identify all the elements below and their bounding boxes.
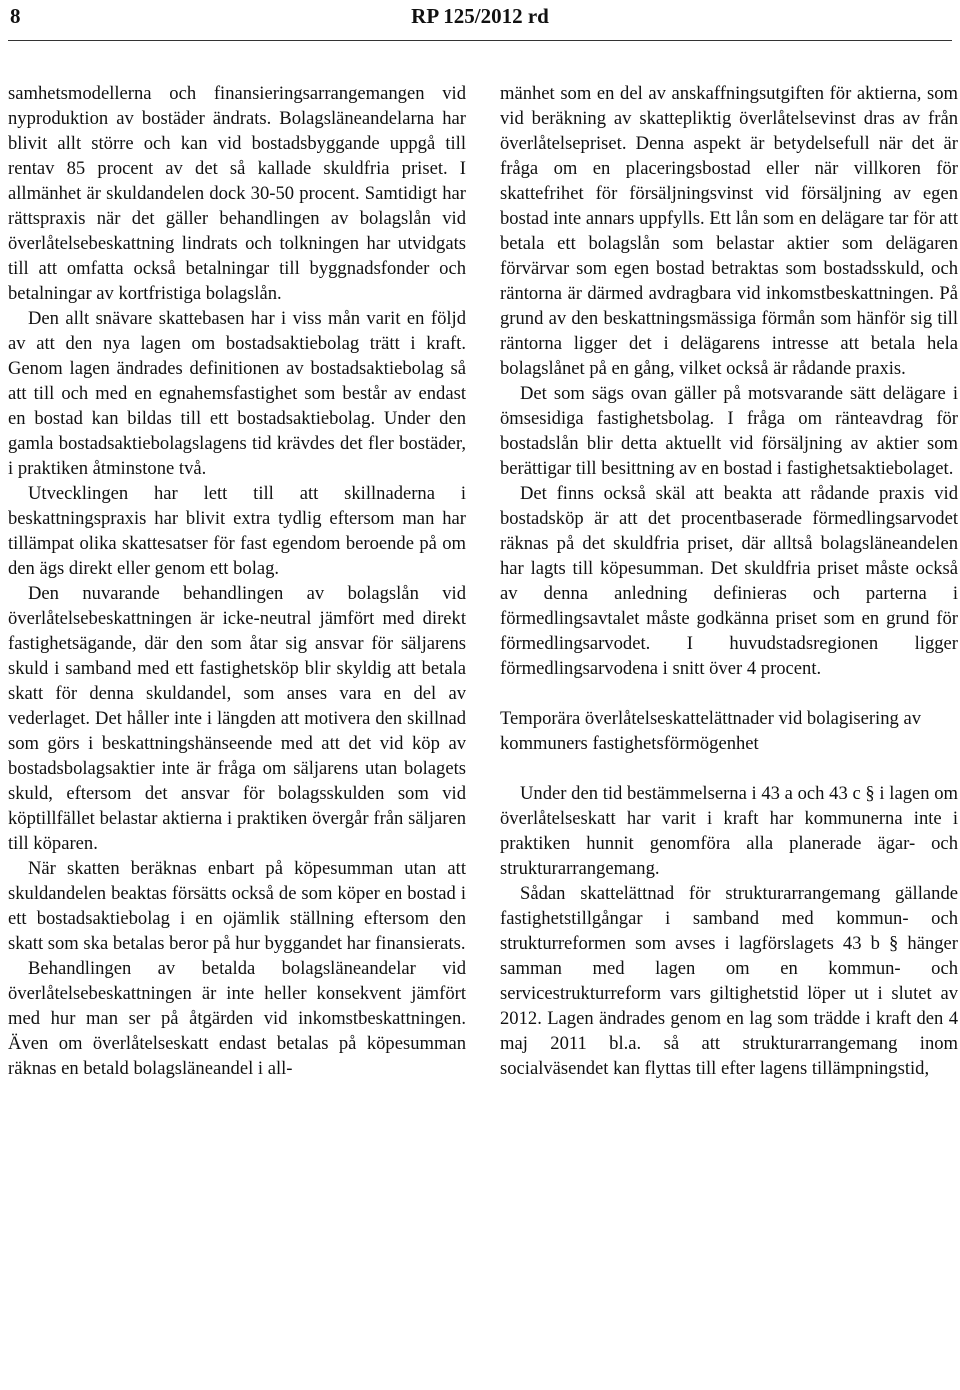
paragraph: Under den tid bestämmelserna i 43 a och 43 c § i lagen om överlåtelseskatt har varit i kraft har kommunerna inte i praktiken hunnit genomföra alla planerade ägar- och strukturarrangemang.	[500, 783, 958, 879]
paragraph: samhetsmodellerna och finansieringsarrangemangen vid nyproduktion av bostäder ändrats. Bolagsläneandelarna har blivit allt större och kan vid bostadsbyggande uppgå till rentav 85 procent av det så kallade skuldfria priset. I allmänhet är skuldandelen dock 30-50 procent. Samtidigt har rättspraxis när det gäller behandlingen av bolagslån vid överlåtelsebeskattning lindrats och tolkningen har utvidgats till att omfatta också betalningar till byggnadsfonder och betalningar av kortfristiga bolagslån.	[8, 83, 466, 304]
paragraph: mänhet som en del av anskaffningsutgiften för aktierna, som vid beräkning av skattepliktig överlåtelsevinst dras av från överlåtelsepriset. Denna aspekt är betydelsefull när det är fråga om en placeringsbostad eller när villkoren för skattefrihet för försäljningsvinst vid försäljning av egen bostad inte annars uppfylls. Ett lån som en delägare tar för att betala ett bolagslån som belastar aktier som delägaren förvärvar som egen bostad betraktas som bostadsskuld, och räntorna är därmed avdragbara vid inkomstbeskattningen. På grund av den beskattningsmässiga förmån som hänför sig till räntorna ligger det i delägarens intresse att betala hela bolagslånet på en gång, vilket också är rådande praxis.	[500, 83, 958, 379]
paragraph: Behandlingen av betalda bolagsläneandelar vid överlåtelsebeskattningen är inte heller konsekvent jämfört med hur man ser på åtgärden vid inkomstbeskattningen. Även om överlåtelseskatt endast betalas på köpesumman räknas en betald bolagsläneandel i all-	[8, 958, 466, 1079]
paragraph: Det finns också skäl att beakta att rådande praxis vid bostadsköp är att det procentbaserade förmedlingsarvodet räknas på det skuldfria priset, där alltså bolagsläneandelen har lagts till köpesumman. Det skuldfria priset måste också av denna anledning definieras och parterna i förmedlingsavtalet måste godkänna priset som en grund för förmedlingsarvodet. I huvudstadsregionen ligger förmedlingsarvodena i snitt över 4 procent.	[500, 483, 958, 679]
paragraph: Det som sägs ovan gäller på motsvarande sätt delägare i ömsesidiga fastighetsbolag. I fråga om ränteavdrag för bostadslån blir detta aktuellt vid försäljning av aktier som berättigar till besittning av en bostad i fastighetsaktiebolaget.	[500, 383, 958, 479]
paragraph: Den nuvarande behandlingen av bolagslån vid överlåtelsebeskattningen är icke-neutral jämfört med direkt fastighetsägande, där den som åtar sig ansvar för säljarens skuld i samband med ett fastighetsköp blir skyldig att betala skatt för denna skuldandel, som anses vara en del av vederlaget. Det håller inte i längden att motivera den skillnad som görs i beskattningshänseende med att det vid köp av bostadsbolagsaktier inte är fråga om säljarens utan bolagets skuld, eftersom det ansvar för bolagsskulden som vid köptillfället belastar aktierna i praktiken övergår från säljaren till köparen.	[8, 583, 466, 854]
right-column	[500, 81, 958, 1081]
section-heading: Temporära överlåtelseskattelättnader vid bolagisering av kommuners fastighetsförmögenhet	[500, 708, 922, 754]
paragraph: Den allt snävare skattebasen har i viss mån varit en följd av att den nya lagen om bostadsaktiebolag trätt i kraft. Genom lagen ändrades definitionen av bostadsaktiebolag så att till och med en egnahemsfastighet som består av endast en bostad kan bildas till ett bostadsaktiebolag. Under den gamla bostadsaktiebolagslagens tid krävdes det fler bostäder, i praktiken åtminstone två.	[8, 308, 466, 479]
paragraph: Sådan skattelättnad för strukturarrangemang gällande fastighetstillgångar i samband med kommun- och strukturreformen som avses i lagförslagets 43 b § hänger samman med lagen om en kommun- och servicestrukturreform vars giltighetstid löper ut i slutet av 2012. Lagen ändrades genom en lag som trädde i kraft den 4 maj 2011 bl.a. så att strukturarrangemang inom socialväsendet kan flyttas till efter lagens tillämpningstid,	[500, 883, 958, 1079]
page-number: 8	[10, 4, 21, 28]
header-rule	[8, 40, 952, 41]
paragraph: När skatten beräknas enbart på köpesumman utan att skuldandelen beaktas försätts också de som köper en bostad i ett bostadsaktiebolag i en ojämlik ställning eftersom den skatt som ska betalas beror på hur byggandet har finansierats.	[8, 858, 466, 954]
document-id: RP 125/2012 rd	[411, 4, 549, 28]
paragraph: Utvecklingen har lett till att skillnaderna i beskattningspraxis har blivit extra tydlig eftersom man har tillämpat olika skattesatser för fast egendom beroende på om den ägs direkt eller genom ett bolag.	[8, 483, 466, 579]
left-column	[8, 81, 466, 1081]
